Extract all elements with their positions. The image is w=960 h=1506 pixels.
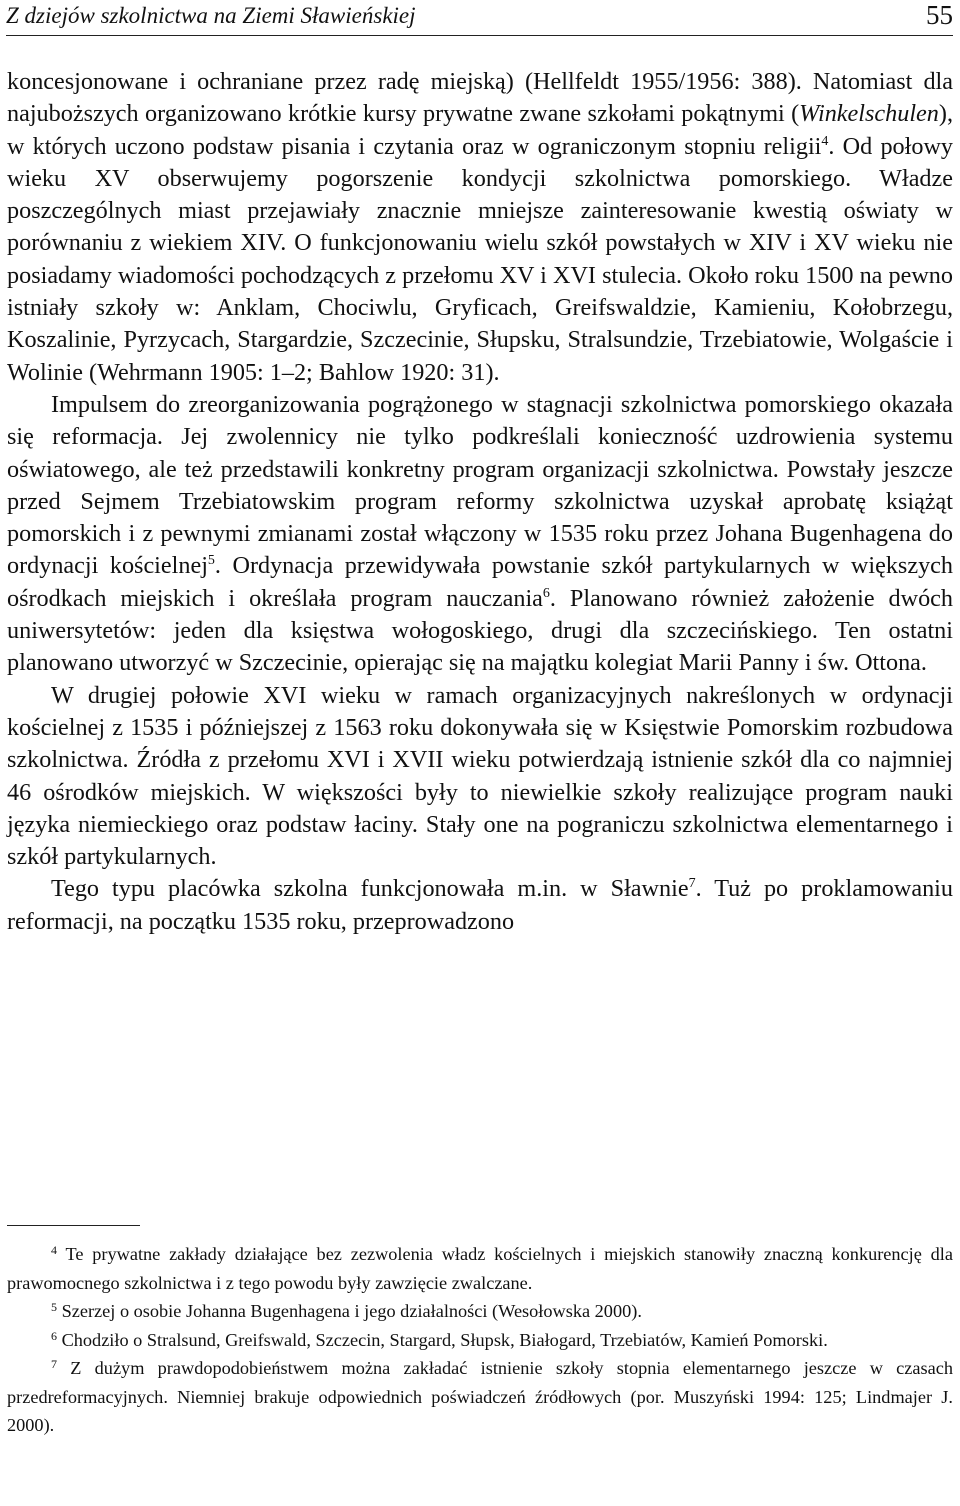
footnote-text: Chodziło o Stralsund, Greifswald, Szczecin, Stargard, Słupsk, Białogard, Trzebiatów, Kamień Pomorski. <box>61 1329 828 1350</box>
footnote-number: 6 <box>51 1328 57 1343</box>
footnotes <box>7 1240 953 1440</box>
paragraph-1 <box>7 66 953 389</box>
paragraph-4 <box>7 873 953 938</box>
paragraph-2-text-2: . Ordynacja przewidywała powstanie szkół partykularnych w większych ośrodkach miejskich i określała program nauczania <box>7 552 954 612</box>
footnote-text: Z dużym prawdopodobieństwem można zakładać istnienie szkoły stopnia elementarnego jeszcze w czasach przedreformacyjnych. Niemniej brakuje odpowiednich poświadczeń źródłowych (por. Muszyński 1994: 125; Lindmajer J. 2000). <box>7 1358 953 1435</box>
footnote-number: 4 <box>51 1243 57 1257</box>
footnote-5 <box>7 1297 953 1326</box>
running-header <box>6 0 953 40</box>
footnote-number: 5 <box>51 1300 57 1314</box>
footnote-separator <box>7 1225 140 1226</box>
footnote-7 <box>7 1354 953 1440</box>
running-header-title: Z dziejów szkolnictwa na Ziemi Sławieńskiej <box>6 3 416 28</box>
italic-term: Winkelschulen <box>799 100 939 128</box>
footnote-text: Te prywatne zakłady działające bez zezwolenia władz kościelnych i miejskich stanowiły znaczną konkurencję dla prawomocnego szkolnictwa i z tego powodu były zawzięcie zwalczane. <box>7 1244 953 1293</box>
footnote-text: Szerzej o osobie Johanna Bugenhagena i jego działalności (Wesołowska 2000). <box>61 1301 642 1321</box>
footnote-ref-5[interactable]: 5 <box>207 553 215 569</box>
paragraph-2-text-1: Impulsem do zreorganizowania pogrążonego w stagnacji szkolnictwa pomorskiego okazała się reformacja. Jej zwolennicy nie tylko podkreślali konieczność uzdrowienia systemu oświatowego, ale też przedstawili konkretny program organizacji szkolnictwa. Powstały jeszcze przed Sejmem Trzebiatowskim program reformy szkolnictwa uzyskał aprobatę książąt pomorskich i z pewnymi zmianami został włączony w 1535 roku przez Johana Bugenhagena do ordynacji kościelnej <box>7 390 953 580</box>
footnote-4 <box>7 1240 953 1297</box>
paragraph-1-text-1: koncesjonowane i ochraniane przez radę miejską) (Hellfeldt 1955/1956: 388). Natomiast dla najuboższych organizowano krótkie kursy prywatne zwane szkołami pokątnymi ( <box>7 68 953 128</box>
footnote-number: 7 <box>51 1357 57 1371</box>
paragraph-4-text-1: Tego typu placówka szkolna funkcjonowała m.in. w Sławnie <box>51 875 689 903</box>
footnote-ref-4[interactable]: 4 <box>821 133 829 149</box>
paragraph-2 <box>7 389 953 680</box>
paragraph-4-text-2: . Tuż po proklamowaniu reformacji, na początku 1535 roku, przeprowadzono <box>7 875 953 935</box>
paragraph-1-text-2: ), w których uczono podstaw pisania i czytania oraz w ograniczonym stopniu religii <box>7 100 953 160</box>
footnote-ref-6[interactable]: 6 <box>542 585 550 601</box>
paragraph-3 <box>7 680 953 874</box>
body-text <box>7 66 953 938</box>
footnote-6 <box>7 1326 953 1355</box>
paragraph-3-text-1: W drugiej połowie XVI wieku w ramach organizacyjnych nakreślonych w ordynacji kościelnej z 1535 i późniejszej z 1563 roku dokonywała się w Księstwie Pomorskim rozbudowa szkolnictwa. Źródła z przełomu XVI i XVII wieku potwierdzają istnienie szkół dla co najmniej 46 ośrodków miejskich. W większości były to niewielkie szkoły realizujące program nauki języka niemieckiego oraz podstaw łaciny. Stały one na pograniczu szkolnictwa elementarnego i szkół partykularnych. <box>7 681 953 871</box>
header-rule <box>6 35 953 36</box>
paragraph-1-text-3: . Od połowy wieku XV obserwujemy pogorszenie kondycji szkolnictwa pomorskiego. Władze poszczególnych miast przejawiały znacznie mniejsze zainteresowanie kwestią oświaty w porównaniu z wiekiem XIV. O funkcjonowaniu wielu szkół powstałych w XIV i XV wieku nie posiadamy wiadomości pochodzących z przełomu XV i XVI stulecia. Około roku 1500 na pewno istniały szkoły w: Anklam, Chociwlu, Gryficach, Greifswaldzie, Kamieniu, Kołobrzegu, Koszalinie, Pyrzycach, Stargardzie, Szczecinie, Słupsku, Stralsundzie, Trzebiatowie, Wolgaście i Wolinie (Wehrmann 1905: 1–2; Bahlow 1920: 31). <box>7 132 954 386</box>
paragraph-2-text-3: . Planowano również założenie dwóch uniwersytetów: jeden dla księstwa wołogoskiego, drugi dla szczecińskiego. Ten ostatni planowano utworzyć w Szczecinie, opierając się na majątku kolegiat Marii Panny i św. Ottona. <box>7 584 953 677</box>
footnote-ref-7[interactable]: 7 <box>688 876 696 892</box>
page-number: 55 <box>926 0 953 30</box>
